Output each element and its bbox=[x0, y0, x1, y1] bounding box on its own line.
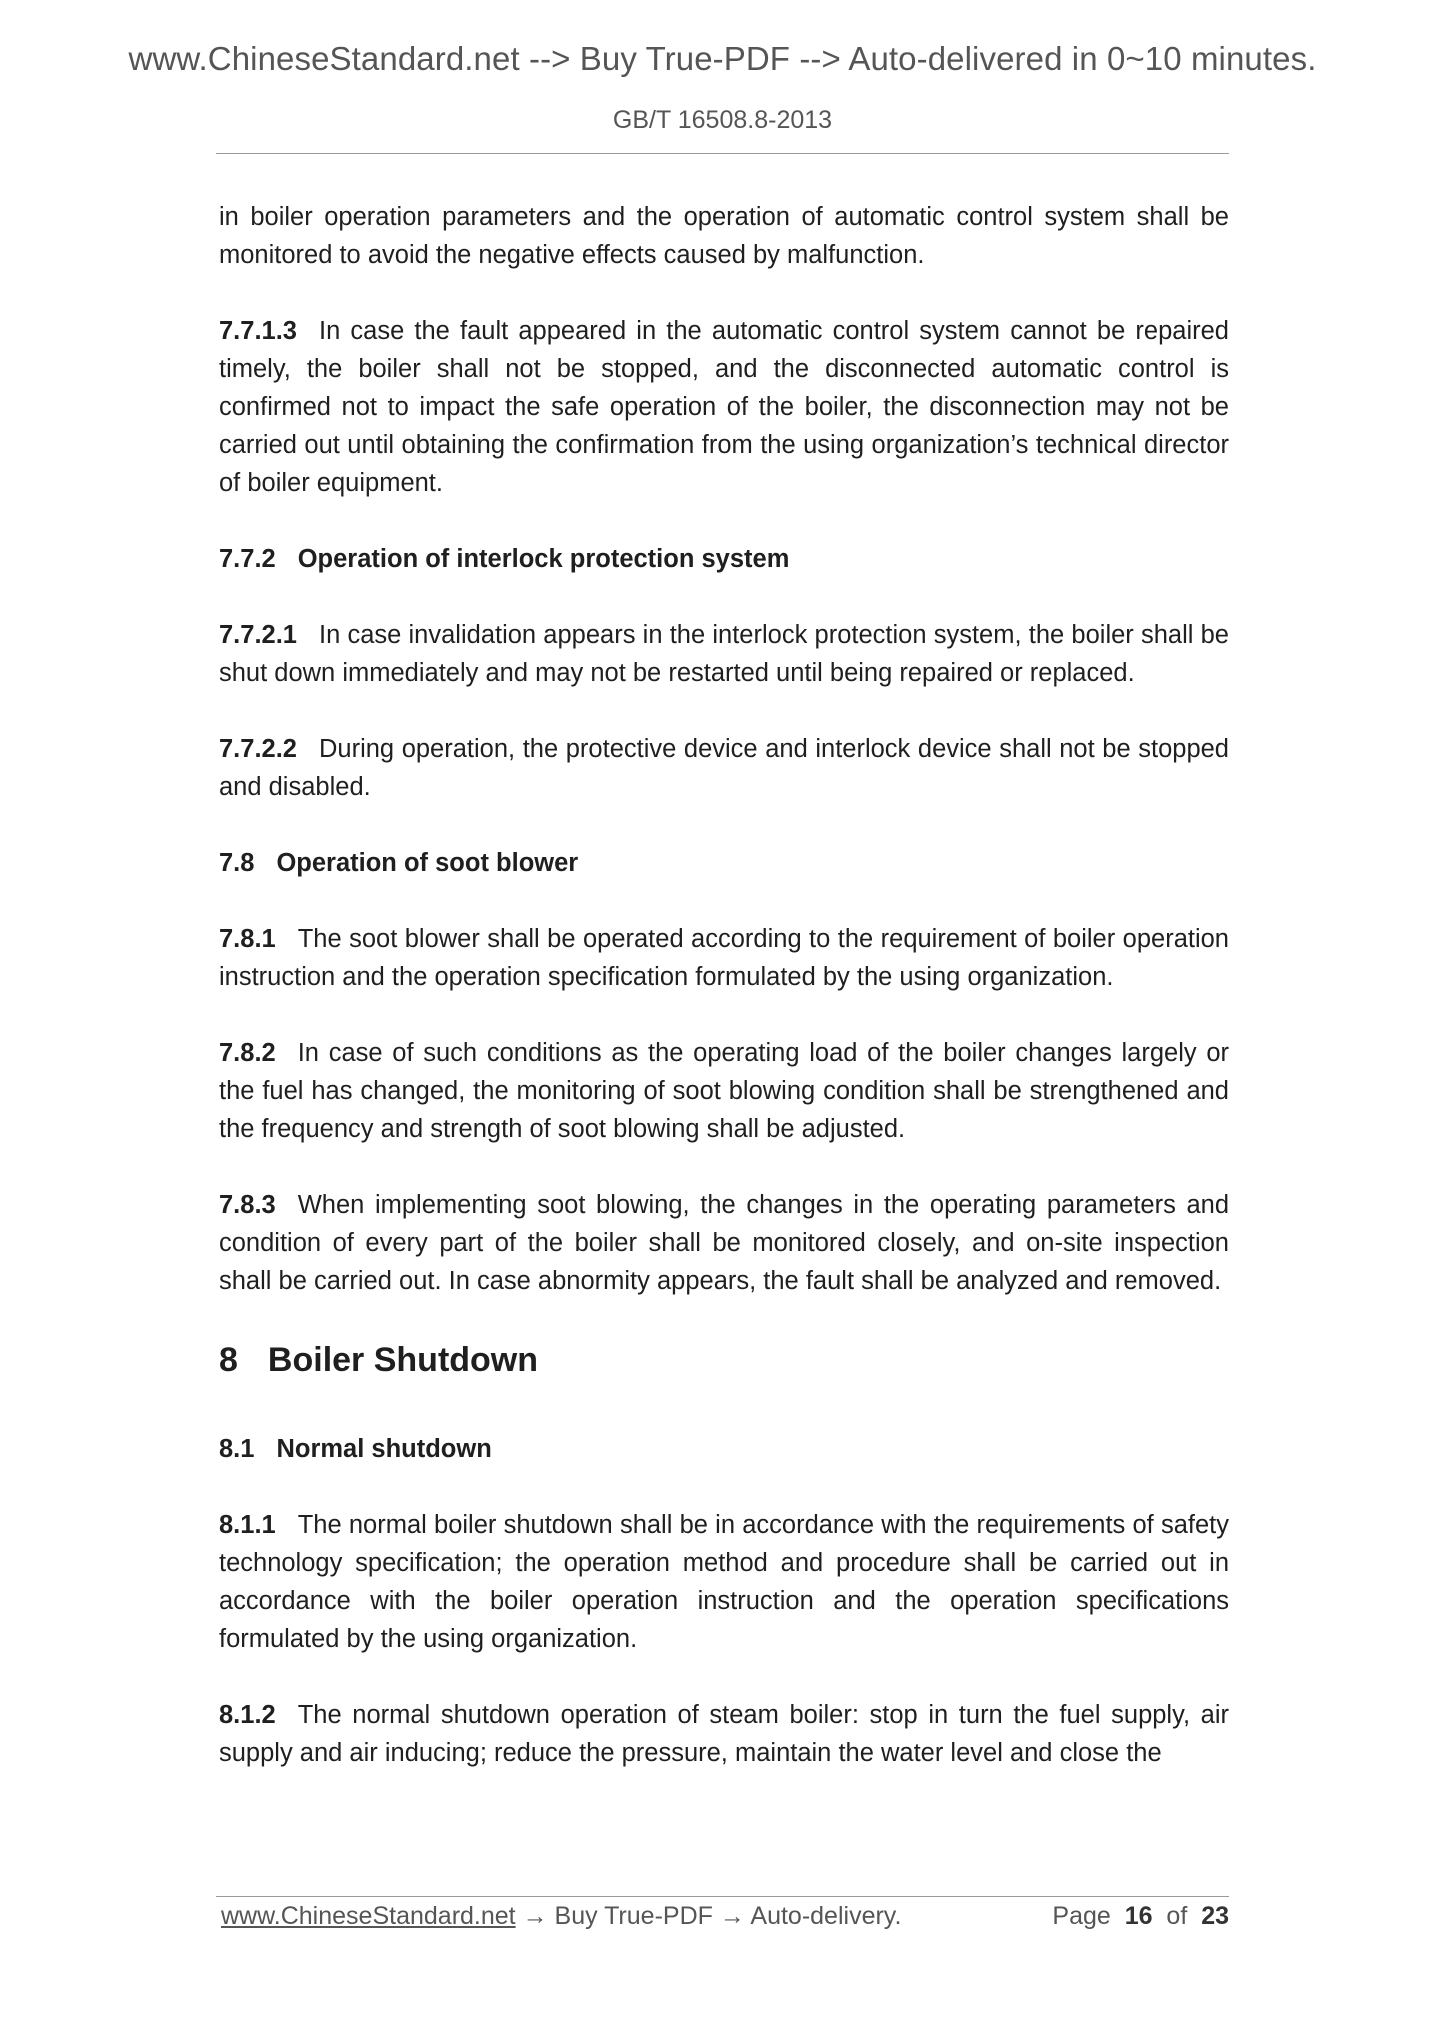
clause-number: 7.7.2.2 bbox=[219, 735, 297, 763]
clause-7-7-2-1 bbox=[219, 616, 1229, 692]
heading-number: 7.8 bbox=[219, 849, 255, 877]
heading-7-8 bbox=[219, 844, 1229, 882]
clause-text: When implementing soot blowing, the changes in the operating parameters and condition of every part of the boiler shall be monitored closely, and on-site inspection shall be carried out. In case abnormity appears, the fault shall be analyzed and removed. bbox=[219, 1191, 1229, 1295]
paragraph-continued bbox=[219, 198, 1229, 274]
top-banner: www.ChineseStandard.net --> Buy True-PDF --> Auto-delivered in 0~10 minutes. bbox=[128, 40, 1317, 77]
paragraph-text: in boiler operation parameters and the operation of automatic control system shall be monitored to avoid the negative effects caused by malfunction. bbox=[219, 203, 1229, 269]
page-number bbox=[1052, 1902, 1229, 1931]
heading-text: Normal shutdown bbox=[276, 1435, 492, 1463]
footer-divider bbox=[216, 1896, 1229, 1897]
document-body bbox=[219, 198, 1229, 1810]
clause-8-1-2 bbox=[219, 1696, 1229, 1772]
clause-number: 8.1.2 bbox=[219, 1701, 276, 1729]
clause-8-1-1 bbox=[219, 1506, 1229, 1658]
page-label: Page bbox=[1052, 1902, 1111, 1930]
chapter-heading-8 bbox=[219, 1338, 1229, 1382]
total-pages: 23 bbox=[1201, 1902, 1229, 1930]
standard-code: GB/T 16508.8-2013 bbox=[612, 106, 833, 134]
clause-text: The normal boiler shutdown shall be in accordance with the requirements of safety technology specification; the operation method and procedure shall be carried out in accordance with the boiler operation instruction and the operation specifications formulated by the using organization. bbox=[219, 1511, 1229, 1653]
clause-number: 7.8.2 bbox=[219, 1039, 276, 1067]
clause-text: The soot blower shall be operated according to the requirement of boiler operation instruction and the operation specification formulated by the using organization. bbox=[219, 925, 1229, 991]
clause-text: In case the fault appeared in the automatic control system cannot be repaired timely, the boiler shall not be stopped, and the disconnected automatic control is confirmed not to impact the safe operation of the boiler, the disconnection may not be carried out until obtaining the confirmation from the using organization’s technical director of boiler equipment. bbox=[219, 317, 1229, 497]
clause-7-8-1 bbox=[219, 920, 1229, 996]
footer-website-link[interactable]: www.ChineseStandard.net bbox=[221, 1902, 516, 1930]
current-page: 16 bbox=[1124, 1902, 1153, 1930]
clause-7-7-1-3 bbox=[219, 312, 1229, 502]
chapter-number: 8 bbox=[219, 1341, 238, 1379]
heading-7-7-2 bbox=[219, 540, 1229, 578]
clause-7-7-2-2 bbox=[219, 730, 1229, 806]
clause-text: The normal shutdown operation of steam boiler: stop in turn the fuel supply, air supply and air inducing; reduce the pressure, maintain the water level and close the bbox=[219, 1701, 1229, 1767]
clause-7-8-2 bbox=[219, 1034, 1229, 1148]
clause-number: 7.8.3 bbox=[219, 1191, 276, 1219]
of-label: of bbox=[1166, 1902, 1188, 1930]
clause-7-8-3 bbox=[219, 1186, 1229, 1300]
page-footer bbox=[221, 1902, 1229, 1931]
heading-text: Operation of interlock protection system bbox=[297, 545, 790, 573]
footer-promo bbox=[221, 1902, 901, 1931]
heading-text: Operation of soot blower bbox=[276, 849, 579, 877]
footer-promo-text: → Buy True-PDF → Auto-delivery. bbox=[515, 1902, 902, 1930]
header-divider bbox=[216, 153, 1229, 154]
clause-number: 7.7.1.3 bbox=[219, 317, 297, 345]
clause-text: During operation, the protective device and interlock device shall not be stopped and disabled. bbox=[219, 735, 1229, 801]
chapter-title: Boiler Shutdown bbox=[267, 1341, 539, 1379]
heading-number: 8.1 bbox=[219, 1435, 255, 1463]
clause-text: In case invalidation appears in the interlock protection system, the boiler shall be shut down immediately and may not be restarted until being repaired or replaced. bbox=[219, 621, 1229, 687]
clause-number: 8.1.1 bbox=[219, 1511, 276, 1539]
heading-number: 7.7.2 bbox=[219, 545, 276, 573]
heading-8-1 bbox=[219, 1430, 1229, 1468]
clause-text: In case of such conditions as the operating load of the boiler changes largely or the fuel has changed, the monitoring of soot blowing condition shall be strengthened and the frequency and strength of soot blowing shall be adjusted. bbox=[219, 1039, 1229, 1143]
clause-number: 7.8.1 bbox=[219, 925, 276, 953]
clause-number: 7.7.2.1 bbox=[219, 621, 297, 649]
